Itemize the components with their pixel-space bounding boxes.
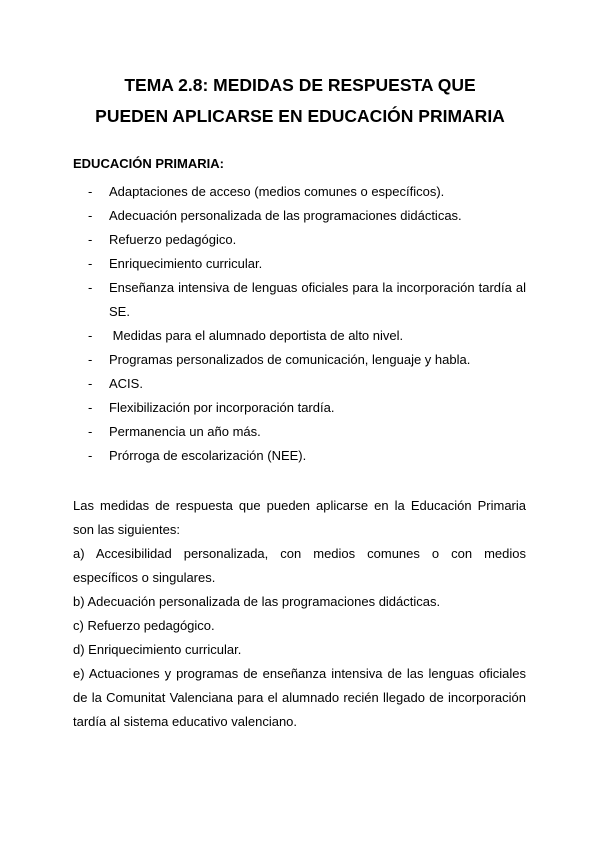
list-item-text: Flexibilización por incorporación tardía. bbox=[109, 400, 335, 415]
list-item-text: Medidas para el alumnado deportista de alto nivel. bbox=[109, 328, 404, 343]
list-item bbox=[73, 372, 526, 396]
measures-bullet-list bbox=[73, 180, 526, 468]
bullet-dash: - bbox=[88, 184, 93, 199]
bullet-dash: - bbox=[88, 328, 93, 343]
bullet-dash: - bbox=[88, 208, 93, 223]
list-item bbox=[73, 180, 526, 204]
measures-section bbox=[73, 494, 526, 734]
measure-paragraph: a) Accesibilidad personalizada, con medios comunes o con medios específicos o singulares. bbox=[73, 546, 526, 585]
list-item bbox=[73, 228, 526, 252]
measure-paragraph: b) Adecuación personalizada de las programaciones didácticas. bbox=[73, 594, 441, 609]
list-item bbox=[73, 204, 526, 228]
list-item bbox=[73, 444, 526, 468]
list-item-text: Programas personalizados de comunicación, lenguaje y habla. bbox=[109, 352, 471, 367]
list-item-text: ACIS. bbox=[109, 376, 143, 391]
list-item bbox=[73, 276, 526, 324]
measure-paragraph: d) Enriquecimiento curricular. bbox=[73, 642, 242, 657]
list-item-text: Adecuación personalizada de las programaciones didácticas. bbox=[109, 208, 462, 223]
list-item-text: Refuerzo pedagógico. bbox=[109, 232, 237, 247]
list-item-text: Enriquecimiento curricular. bbox=[109, 256, 263, 271]
list-item bbox=[73, 324, 526, 348]
title-line-2: PUEDEN APLICARSE EN EDUCACIÓN PRIMARIA bbox=[95, 106, 505, 126]
bullet-dash: - bbox=[88, 256, 93, 271]
bullet-dash: - bbox=[88, 400, 93, 415]
bullet-dash: - bbox=[88, 280, 93, 295]
measure-paragraph: e) Actuaciones y programas de enseñanza intensiva de las lenguas oficiales de la Comunitat Valenciana para el alumnado recién llegado de incorporación tardía al sistema educativo valenciano. bbox=[73, 666, 526, 729]
bullet-dash: - bbox=[88, 352, 93, 367]
bullet-dash: - bbox=[88, 448, 93, 463]
list-item-text: Prórroga de escolarización (NEE). bbox=[109, 448, 307, 463]
list-item bbox=[73, 252, 526, 276]
intro-paragraph: Las medidas de respuesta que pueden aplicarse en la Educación Primaria son las siguientes: bbox=[73, 498, 526, 537]
bullet-dash: - bbox=[88, 424, 93, 439]
bullet-dash: - bbox=[88, 376, 93, 391]
list-item-text: Enseñanza intensiva de lenguas oficiales para la incorporación tardía al SE. bbox=[109, 280, 526, 319]
list-item bbox=[73, 420, 526, 444]
bullet-dash: - bbox=[88, 232, 93, 247]
section-heading: EDUCACIÓN PRIMARIA: bbox=[73, 156, 224, 171]
measure-paragraph: c) Refuerzo pedagógico. bbox=[73, 618, 215, 633]
list-item bbox=[73, 396, 526, 420]
title-line-1: TEMA 2.8: MEDIDAS DE RESPUESTA QUE bbox=[124, 75, 476, 95]
list-item bbox=[73, 348, 526, 372]
list-item-text: Permanencia un año más. bbox=[109, 424, 261, 439]
page-title bbox=[40, 70, 560, 132]
list-item-text: Adaptaciones de acceso (medios comunes o específicos). bbox=[109, 184, 445, 199]
